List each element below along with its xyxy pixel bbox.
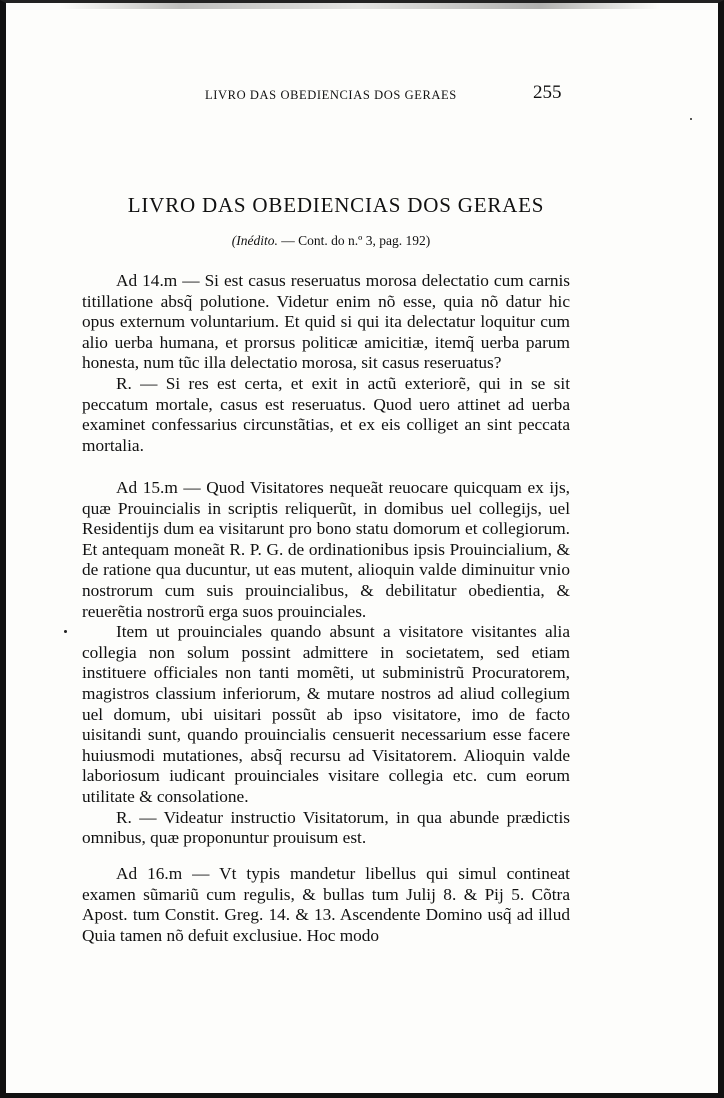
source-note-continuation: — Cont. do n.º 3, pag. 192) <box>277 233 431 248</box>
page-number: 255 <box>533 82 562 103</box>
ad-14-question: Ad 14.m — Si est casus reseruatus morosa delectatio cum carnis titillatione absq̃ polutione. Videtur enim nõ esse, quia nõ datur hic opus externum voluntarium. Et quid si qui ita delectatur loquitur cum alio uerba humana, et prorsus politicæ amicitiæ, itemq̃ uerba parum honesta, num tũc illa delectatio morosa, sit casus reseruatus? <box>82 271 570 373</box>
ad-15-item: Item ut prouinciales quando absunt a visitatore visitantes alia collegia non solum possint admittere in societatem, sed etiam instituere officiales non tanti momẽti, ut subministrũ Procuratorem, magistros classium inferiorum, & mutare nostros ad aliud collegium uel domum, ubi uisitari possũt ab ipso visitatore, imo de facto uisitandi sunt, quando prouincialis censuerit necessarium esse facere huiusmodi mutationes, absq̃ recursu ad Visitatorem. Alioquin valde laboriosum iudicant prouinciales visitare collegia etc. cum eorum utilitate & consolatione. <box>82 622 570 806</box>
margin-speck <box>690 118 692 120</box>
source-note-inedito: (Inédito. <box>231 233 278 248</box>
source-note <box>0 233 662 249</box>
ad-15-response: R. — Videatur instructio Visitatorum, in qua abunde prædictis omnibus, quæ proponuntur prouisum est. <box>82 807 570 848</box>
chapter-title: LIVRO DAS OBEDIENCIAS DOS GERAES <box>127 193 545 217</box>
section-ad-16 <box>82 864 570 946</box>
section-ad-14 <box>82 271 570 456</box>
margin-speck <box>64 630 67 633</box>
ad-16-question: Ad 16.m — Vt typis mandetur libellus qui simul contineat examen sũmariũ cum regulis, & bullas tum Julij 8. & Pij 5. Cõtra Apost. tum Constit. Greg. 14. & 13. Ascendente Domino usq̃ ad illud Quia tamen nõ defuit exclusiue. Hoc modo <box>82 864 570 945</box>
section-ad-15 <box>82 478 570 849</box>
running-head <box>0 82 724 106</box>
ad-14-response: R. — Si res est certa, et exit in actũ exteriorẽ, qui in se sit peccatum mortale, casus est reseruatus. Quod uero attinet ad uerba examinet confessarius circunstãtias, et ex eis colliget an sint peccata mortalia. <box>82 373 570 455</box>
running-title: LIVRO DAS OBEDIENCIAS DOS GERAES <box>205 88 457 102</box>
ad-15-question: Ad 15.m — Quod Visitatores nequeãt reuocare quicquam ex ijs, quæ Prouincialis in scriptis reliquerũt, in domibus uel collegijs, uel Residentijs dum ea visitarunt pro bono statu domorum et collegiorum. Et antequam moneãt R. P. G. de ordinationibus ipsis Prouincialium, & de ratione qua ducuntur, ut eas mutent, alioquin valde diminuitur vnio nostrorum cum suis prouincialibus, & debilitatur obedientia, & reuerẽtia nostrorũ erga suos prouinciales. <box>82 478 570 621</box>
scan-edge-smudge <box>60 3 660 9</box>
